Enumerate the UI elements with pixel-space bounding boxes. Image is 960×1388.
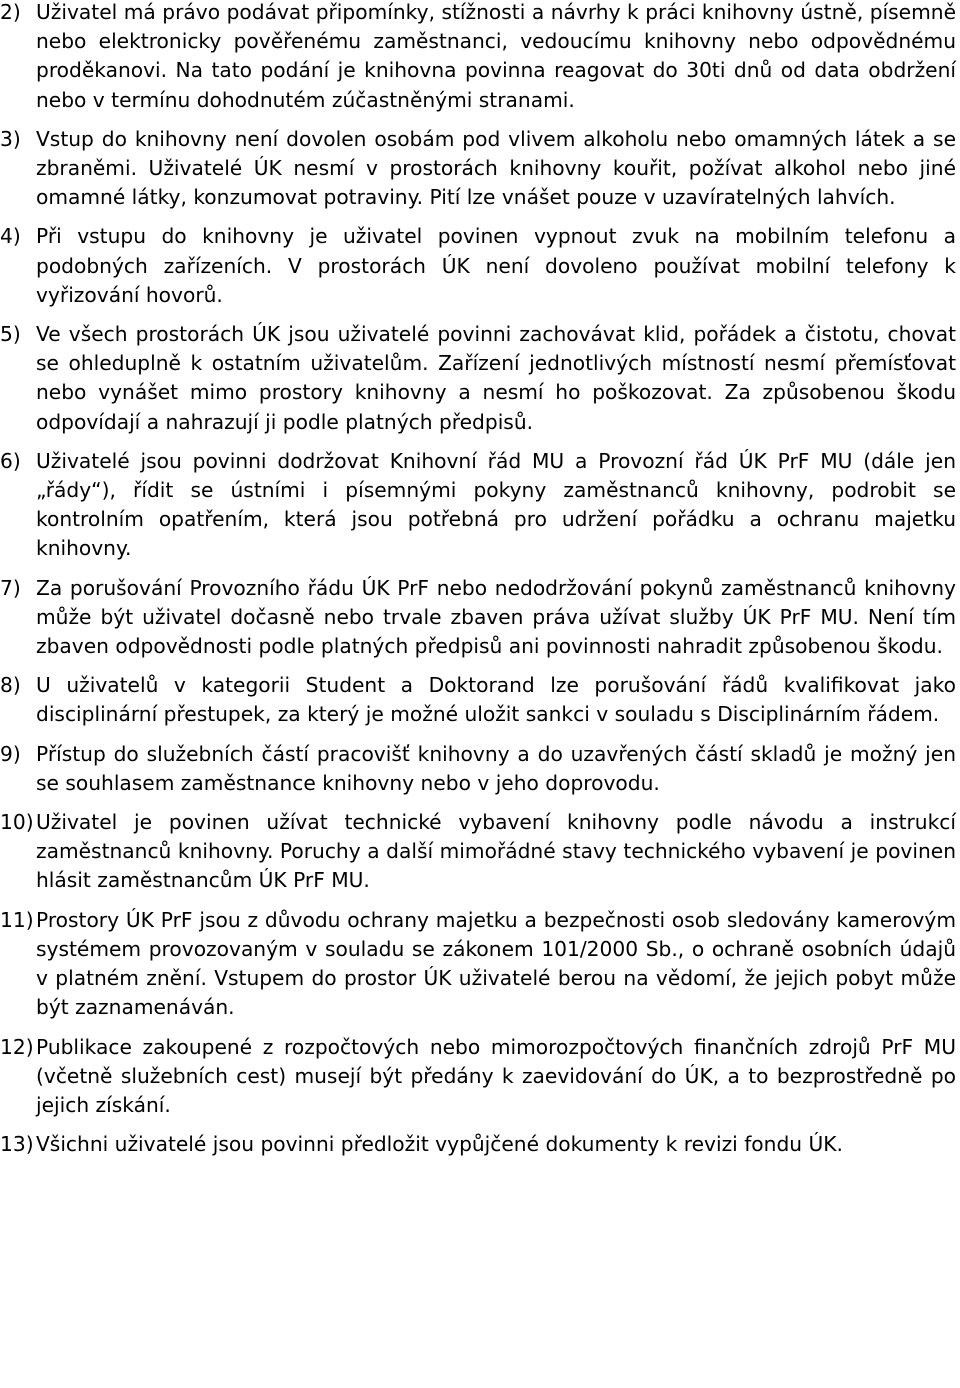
rule-item-13 [0,1130,956,1159]
rule-item-4 [0,222,956,310]
rule-item-8 [0,671,956,729]
rule-text: Za porušování Provozního řádu ÚK PrF nebo nedodržování pokynů zaměstnanců knihovny může být uživatel dočasně nebo trvale zbaven práva užívat služby ÚK PrF MU. Není tím zbaven odpovědnosti podle platných předpisů ani povinnosti nahradit způsobenou škodu. [36,575,956,659]
rule-text: Prostory ÚK PrF jsou z důvodu ochrany majetku a bezpečnosti osob sledovány kamerovým systémem provozovaným v souladu se zákonem 101/2000 Sb., o ochraně osobních údajů v platném znění. Vstupem do prostor ÚK uživatelé berou na vědomí, že jejich pobyt může být zaznamenáván. [36,907,956,1020]
rule-number: 13) [0,1132,34,1157]
rule-text: U uživatelů v kategorii Student a Doktorand lze porušování řádů kvalifikovat jako disciplinární přestupek, za který je možné uložit sankci v souladu s Disciplinárním řádem. [36,673,956,727]
rule-number: 12) [0,1034,34,1059]
rule-number: 10) [0,810,34,835]
rule-item-11 [0,906,956,1023]
rule-text: Přístup do služebních částí pracovišť knihovny a do uzavřených částí skladů je možný jen se souhlasem zaměstnance knihovny nebo v jeho doprovodu. [36,741,956,795]
rule-text: Ve všech prostorách ÚK jsou uživatelé povinni zachovávat klid, pořádek a čistotu, chovat se ohleduplně k ostatním uživatelům. Zařízení jednotlivých místností nesmí přemísťovat nebo vynášet mimo prostory knihovny a nesmí ho poškozovat. Za způsobenou škodu odpovídají a nahrazují ji podle platných předpisů. [36,322,956,434]
rule-text: Vstup do knihovny není dovolen osobám pod vlivem alkoholu nebo omamných látek a se zbraněmi. Uživatelé ÚK nesmí v prostorách knihovny kouřit, požívat alkohol nebo jiné omamné látky, konzumovat potraviny. Pití lze vnášet pouze v uzavíratelných lahvích. [36,126,956,210]
rule-number: 3) [0,126,21,151]
rule-text: Uživatelé jsou povinni dodržovat Knihovní řád MU a Provozní řád ÚK PrF MU (dále jen „řády“), řídit se ústními i písemnými pokyny zaměstnanců knihovny, podrobit se kontrolním opatřením, která jsou potřebná pro udržení pořádku a ochranu majetku knihovny. [36,448,956,561]
rule-number: 8) [0,673,21,698]
rule-number: 6) [0,448,21,473]
rule-item-9 [0,740,956,798]
rule-item-5 [0,320,956,437]
rule-number: 9) [0,741,21,766]
rule-item-7 [0,574,956,662]
rule-text: Publikace zakoupené z rozpočtových nebo mimorozpočtových finančních zdrojů PrF MU (včetně služebních cest) musejí být předány k zaevidování do ÚK, a to bezprostředně po jejich získání. [36,1034,956,1117]
rule-text: Všichni uživatelé jsou povinni předložit vypůjčené dokumenty k revizi fondu ÚK. [36,1132,843,1157]
rule-item-2 [0,0,956,115]
rule-item-12 [0,1033,956,1121]
rule-item-6 [0,447,956,564]
rule-text: Uživatel je povinen užívat technické vybavení knihovny podle návodu a instrukcí zaměstnanců knihovny. Poruchy a další mimořádné stavy technického vybavení je povinen hlásit zaměstnancům ÚK PrF MU. [36,810,956,893]
rule-number: 7) [0,575,21,600]
rule-item-10 [0,808,956,896]
rule-number: 11) [0,907,34,932]
rule-number: 5) [0,322,21,347]
rule-number: 4) [0,224,21,249]
rule-text: Při vstupu do knihovny je uživatel povinen vypnout zvuk na mobilním telefonu a podobných zařízeních. V prostorách ÚK není dovoleno používat mobilní telefony k vyřizování hovorů. [36,224,956,307]
rule-number: 2) [0,0,21,24]
rule-item-3 [0,125,956,213]
rule-text: Uživatel má právo podávat připomínky, stížnosti a návrhy k práci knihovny ústně, písemně nebo elektronicky pověřenému zaměstnanci, vedoucímu knihovny nebo odpovědnému proděkanovi. Na tato podání je knihovna povinna reagovat do 30ti dnů od data obdržení nebo v termínu dohodnutém zúčastněnými stranami. [36,0,956,112]
